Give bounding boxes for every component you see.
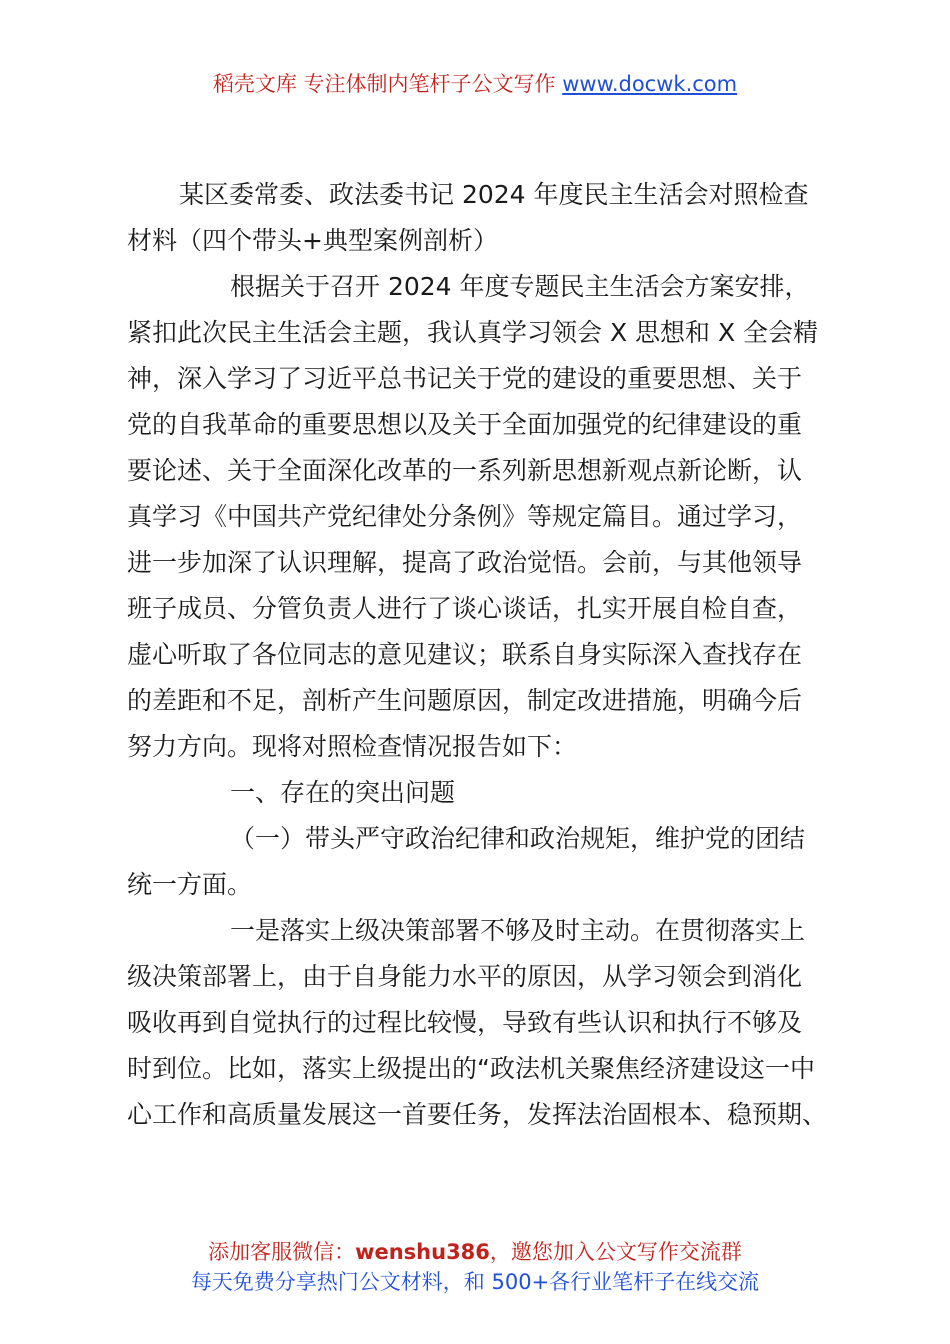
point-paragraph-line: 心工作和高质量发展这一首要任务，发挥法治固根本、稳预期、 xyxy=(127,1100,828,1129)
intro-paragraph-line: 要论述、关于全面深化改革的一系列新思想新观点新论断，认 xyxy=(127,456,803,485)
intro-paragraph-line: 班子成员、分管负责人进行了谈心谈话，扎实开展自检自查， xyxy=(127,594,803,623)
footer-wechat-line xyxy=(0,1237,950,1267)
footer-wechat-suffix: ，邀您加入公文写作交流群 xyxy=(489,1240,742,1264)
footer-promo-line: 每天免费分享热门公文材料，和 500+各行业笔杆子在线交流 xyxy=(190,1270,760,1294)
header-website-link[interactable]: www.docwk.com xyxy=(562,72,738,96)
subsection-heading-line: （一）带头严守政治纪律和政治规矩，维护党的团结 xyxy=(230,824,806,853)
point-paragraph-line: 时到位。比如，落实上级提出的“政法机关聚焦经济建设这一中 xyxy=(127,1054,815,1083)
intro-paragraph-line: 进一步加深了认识理解，提高了政治觉悟。会前，与其他领导 xyxy=(127,548,803,577)
footer-wechat-prefix: 添加客服微信： xyxy=(208,1240,356,1264)
footer-wechat-id: wenshu386 xyxy=(355,1240,490,1264)
intro-paragraph-line: 党的自我革命的重要思想以及关于全面加强党的纪律建设的重 xyxy=(127,410,803,439)
intro-paragraph-line: 努力方向。现将对照检查情况报告如下： xyxy=(127,732,578,761)
intro-paragraph-line: 神，深入学习了习近平总书记关于党的建设的重要思想、关于 xyxy=(127,364,803,393)
document-title-line: 材料（四个带头+典型案例剖析） xyxy=(127,226,498,255)
point-paragraph-line: 级决策部署上，由于自身能力水平的原因，从学习领会到消化 xyxy=(127,962,803,991)
intro-paragraph-line: 的差距和不足，剖析产生问题原因，制定改进措施，明确今后 xyxy=(127,686,803,715)
document-body xyxy=(127,172,827,1138)
intro-paragraph-line: 真学习《中国共产党纪律处分条例》等规定篇目。通过学习， xyxy=(127,502,803,531)
intro-paragraph-line: 虚心听取了各位同志的意见建议；联系自身实际深入查找存在 xyxy=(127,640,803,669)
intro-paragraph-line: 根据关于召开 2024 年度专题民主生活会方案安排， xyxy=(230,272,810,301)
page-footer xyxy=(0,1237,950,1297)
point-paragraph-line: 吸收再到自觉执行的过程比较慢，导致有些认识和执行不够及 xyxy=(127,1008,803,1037)
page-header xyxy=(0,68,950,100)
header-brand-text: 稻壳文库 专注体制内笔杆子公文写作 xyxy=(212,72,563,96)
point-paragraph-line: 一是落实上级决策部署不够及时主动。在贯彻落实上 xyxy=(230,916,806,945)
intro-paragraph-line: 紧扣此次民主生活会主题，我认真学习领会 X 思想和 X 全会精 xyxy=(127,318,819,347)
section-heading: 一、存在的突出问题 xyxy=(230,778,456,807)
subsection-heading-line: 统一方面。 xyxy=(127,870,253,899)
document-title-line: 某区委常委、政法委书记 2024 年度民主生活会对照检查 xyxy=(179,180,809,209)
